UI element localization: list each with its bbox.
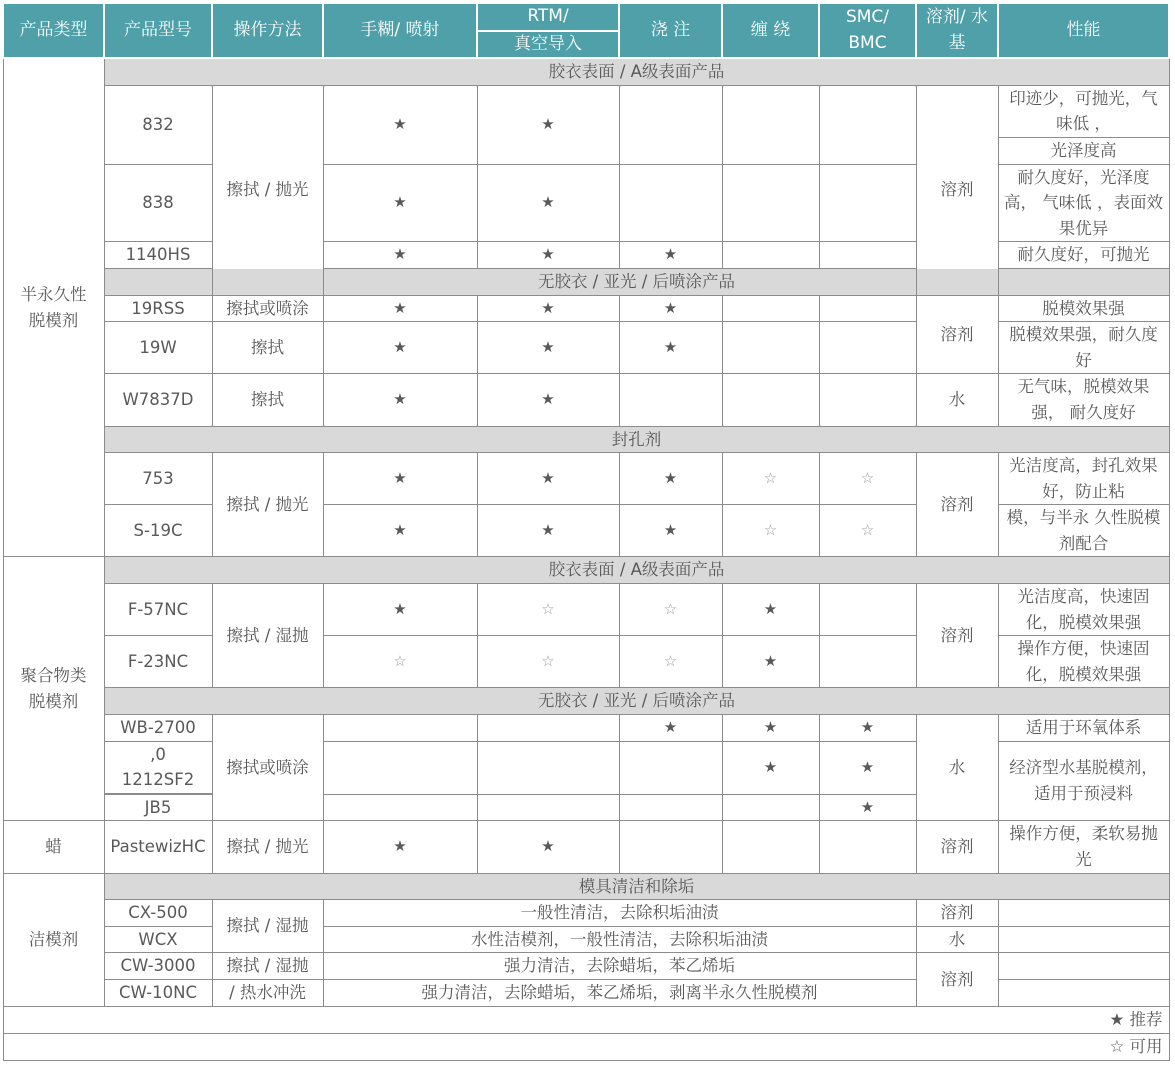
- release-agent-table: [2, 2, 1170, 1061]
- star-recommended: ★: [619, 242, 722, 269]
- empty-cell: [477, 741, 619, 794]
- method-cell: / 热水冲洗: [212, 979, 323, 1006]
- col-header-performance: 性能: [998, 3, 1169, 58]
- star-recommended: ★: [323, 821, 477, 873]
- table-row: [3, 557, 1169, 584]
- star-recommended: ★: [477, 821, 619, 873]
- empty-cell: [819, 322, 916, 374]
- col-header-rtm-top: RTM/: [477, 3, 619, 31]
- empty-cell: [619, 164, 722, 242]
- empty-cell: [819, 85, 916, 164]
- solvent-line-1: 溶剂/ 水: [925, 7, 989, 27]
- star-recommended: ★: [323, 322, 477, 374]
- solvent-cell: 溶剂: [916, 953, 998, 1006]
- cleaning-desc: 水性洁模剂，一般性清洁，去除积垢油渍: [323, 926, 916, 953]
- method-cell: 擦拭或喷涂: [212, 715, 323, 821]
- model-cell: F-57NC: [104, 584, 212, 636]
- empty-cell: [819, 821, 916, 873]
- empty-cell: [619, 741, 722, 794]
- star-recommended: ★: [477, 242, 619, 269]
- table-row: [3, 268, 1169, 295]
- empty-cell: [619, 85, 722, 164]
- col-header-winding: 缠 绕: [722, 3, 819, 58]
- model-line: ,0: [150, 744, 166, 764]
- empty-cell: [722, 821, 819, 873]
- solvent-cell: 溶剂: [916, 295, 998, 374]
- model-cell: F-23NC: [104, 636, 212, 688]
- star-recommended: ★: [722, 715, 819, 742]
- col-header-smc: [819, 3, 916, 58]
- method-cell: 擦拭 / 抛光: [212, 453, 323, 557]
- star-recommended: ★: [722, 741, 819, 794]
- col-header-hand-layup: 手糊/ 喷射: [323, 3, 477, 58]
- performance-cell: 操作方便，快速固化，脱模效果强: [998, 636, 1169, 688]
- empty-cell: [722, 164, 819, 242]
- empty-cell: [722, 85, 819, 164]
- empty-cell: [477, 715, 619, 742]
- star-recommended: ★: [323, 164, 477, 242]
- empty-cell: [819, 584, 916, 636]
- performance-cell: 印迹少，可抛光，气味低 ，: [998, 85, 1169, 137]
- empty-cell: [722, 374, 819, 426]
- model-cell: S-19C: [104, 505, 212, 557]
- col-header-type: 产品类型: [3, 3, 104, 58]
- solvent-cell: 溶剂: [916, 584, 998, 688]
- table-row: [3, 295, 1169, 322]
- section-header-sealer: 封孔剂: [104, 426, 1169, 453]
- table-row: [3, 374, 1169, 426]
- star-recommended: ★: [477, 453, 619, 505]
- table-row: [3, 58, 1169, 85]
- method-cell: 擦拭: [212, 322, 323, 374]
- performance-cell: 脱模效果强，耐久度好: [998, 322, 1169, 374]
- empty-cell: [819, 164, 916, 242]
- model-cell: [104, 741, 212, 793]
- performance-cell: 适用于环氧体系: [998, 715, 1169, 742]
- table-row: [3, 453, 1169, 479]
- cleaning-desc: 强力清洁，去除蜡垢，苯乙烯垢，剥离半永久性脱模剂: [323, 979, 916, 1006]
- empty-cell: [998, 953, 1169, 980]
- cleaning-desc: 强力清洁，去除蜡垢，苯乙烯垢: [323, 953, 916, 980]
- header-row-1: [3, 3, 1169, 31]
- solvent-cell: 溶剂: [916, 85, 998, 295]
- performance-cell: 模，与半永 久性脱模剂配合: [998, 505, 1169, 557]
- category-line: 脱模剂: [28, 310, 79, 330]
- empty-cell: [722, 322, 819, 374]
- cleaning-desc: 一般性清洁，去除积垢油渍: [323, 900, 916, 927]
- star-recommended: ★: [323, 584, 477, 636]
- empty-cell: [998, 926, 1169, 953]
- method-cell: 擦拭 / 抛光: [212, 821, 323, 873]
- smc-line-2: BMC: [848, 32, 887, 53]
- model-line: 1212SF2: [121, 770, 195, 790]
- performance-cell: 光洁度高，快速固化，脱模效果强: [998, 584, 1169, 636]
- col-header-model: 产品型号: [104, 3, 212, 58]
- method-cell: 擦拭 / 抛光: [212, 85, 323, 295]
- star-available: ☆: [819, 453, 916, 505]
- star-recommended: ★: [323, 453, 477, 505]
- star-recommended: ★: [323, 374, 477, 426]
- star-available: ☆: [477, 584, 619, 636]
- empty-cell: [998, 979, 1169, 1006]
- performance-cell: 耐久度好，光泽度高， 气味低 ，表面效果优异: [998, 164, 1169, 242]
- solvent-cell: 水: [916, 715, 998, 821]
- star-recommended: ★: [477, 505, 619, 557]
- table-row: [3, 426, 1169, 453]
- star-recommended: ★: [619, 505, 722, 557]
- model-cell: JB5: [104, 794, 212, 821]
- table-row: [3, 900, 1169, 927]
- table-row: [3, 688, 1169, 715]
- table-row: [3, 926, 1169, 953]
- performance-cell: 脱模效果强: [998, 295, 1169, 322]
- star-recommended: ★: [619, 322, 722, 374]
- model-cell: 1140HS: [104, 242, 212, 269]
- col-header-method: 操作方法: [212, 3, 323, 58]
- model-cell: 832: [104, 85, 212, 164]
- performance-cell: 耐久度好，可抛光: [998, 242, 1169, 269]
- legend-recommended: ★ 推荐: [3, 1006, 1169, 1033]
- performance-cell: 经济型水基脱模剂，适用于预浸料: [998, 741, 1169, 821]
- model-cell: CX-500: [104, 900, 212, 927]
- solvent-cell: 溶剂: [916, 821, 998, 873]
- col-header-rtm-bottom: 真空导入: [477, 31, 619, 59]
- col-header-pour: 浇 注: [619, 3, 722, 58]
- empty-cell: [477, 794, 619, 821]
- performance-cell: 无气味，脱模效果强， 耐久度好: [998, 374, 1169, 426]
- model-cell: W7837D: [104, 374, 212, 426]
- section-header-cleaning: 模具清洁和除垢: [104, 873, 1169, 900]
- star-available: ☆: [323, 636, 477, 688]
- star-recommended: ★: [819, 741, 916, 794]
- category-semi-permanent: [3, 58, 104, 557]
- empty-cell: [819, 374, 916, 426]
- performance-cell: 操作方便，柔软易抛光: [998, 821, 1169, 873]
- model-cell: 838: [104, 164, 212, 242]
- empty-cell: [819, 295, 916, 322]
- col-header-solvent: [916, 3, 998, 58]
- section-header-gelcoat: 胶衣表面 / A级表面产品: [104, 557, 1169, 584]
- empty-cell: [998, 900, 1169, 927]
- empty-cell: [323, 741, 477, 794]
- star-recommended: ★: [619, 715, 722, 742]
- method-cell: 擦拭 / 湿抛: [212, 900, 323, 953]
- section-header-no-gelcoat: 无胶衣 / 亚光 / 后喷涂产品: [104, 688, 1169, 715]
- performance-cell: 光泽度高: [998, 137, 1169, 164]
- table-row: [3, 584, 1169, 636]
- category-line: 半永久性: [20, 285, 87, 305]
- star-available: ☆: [722, 453, 819, 505]
- section-header-gelcoat: 胶衣表面 / A级表面产品: [104, 58, 1169, 85]
- star-recommended: ★: [323, 505, 477, 557]
- star-available: ☆: [619, 584, 722, 636]
- model-cell: PastewizHC: [104, 821, 212, 873]
- star-recommended: ★: [477, 164, 619, 242]
- star-recommended: ★: [477, 322, 619, 374]
- table-row: [3, 953, 1169, 980]
- performance-cell: 光洁度高，封孔效果好，防止粘: [998, 453, 1169, 505]
- empty-cell: [819, 242, 916, 269]
- star-available: ☆: [722, 505, 819, 557]
- star-available: ☆: [619, 636, 722, 688]
- star-recommended: ★: [323, 85, 477, 164]
- star-recommended: ★: [323, 295, 477, 322]
- star-recommended: ★: [722, 584, 819, 636]
- empty-cell: [819, 636, 916, 688]
- category-cleaner: 洁模剂: [3, 873, 104, 1006]
- category-line: 脱模剂: [28, 691, 79, 711]
- empty-cell: [323, 794, 477, 821]
- empty-cell: [619, 374, 722, 426]
- method-cell: 擦拭或喷涂: [212, 295, 323, 322]
- star-recommended: ★: [619, 295, 722, 322]
- star-recommended: ★: [819, 794, 916, 821]
- table-row: [3, 715, 1169, 742]
- section-header-no-gelcoat: 无胶衣 / 亚光 / 后喷涂产品: [104, 268, 1169, 295]
- table-row: [3, 821, 1169, 873]
- empty-cell: [722, 242, 819, 269]
- table-row: [3, 85, 1169, 137]
- star-recommended: ★: [722, 636, 819, 688]
- empty-cell: [619, 821, 722, 873]
- star-recommended: ★: [477, 374, 619, 426]
- star-recommended: ★: [477, 295, 619, 322]
- table-row: [3, 873, 1169, 900]
- model-cell: WCX: [104, 926, 212, 953]
- empty-cell: [619, 794, 722, 821]
- star-recommended: ★: [323, 242, 477, 269]
- method-cell: 擦拭 / 湿抛: [212, 584, 323, 688]
- model-cell: WB-2700: [104, 715, 212, 742]
- legend-available: ☆ 可用: [3, 1033, 1169, 1060]
- empty-cell: [722, 794, 819, 821]
- category-polymer: [3, 557, 104, 821]
- smc-line-1: SMC/: [845, 7, 890, 27]
- star-available: ☆: [819, 505, 916, 557]
- solvent-cell: 溶剂: [916, 900, 998, 927]
- model-cell: CW-10NC: [104, 979, 212, 1006]
- category-line: 聚合物类: [20, 666, 87, 686]
- method-cell: 擦拭: [212, 374, 323, 426]
- model-cell: 19W: [104, 322, 212, 374]
- method-cell: 擦拭 / 湿抛: [212, 953, 323, 980]
- empty-cell: [323, 715, 477, 742]
- legend-row: [3, 1033, 1169, 1060]
- solvent-cell: 水: [916, 374, 998, 426]
- star-recommended: ★: [819, 715, 916, 742]
- solvent-line-2: 基: [948, 32, 966, 53]
- star-recommended: ★: [477, 85, 619, 164]
- solvent-cell: 溶剂: [916, 453, 998, 557]
- model-cell: 753: [104, 453, 212, 505]
- category-wax: 蜡: [3, 821, 104, 873]
- legend-row: [3, 1006, 1169, 1033]
- star-available: ☆: [477, 636, 619, 688]
- model-cell: CW-3000: [104, 953, 212, 980]
- empty-cell: [722, 295, 819, 322]
- star-recommended: ★: [619, 453, 722, 505]
- solvent-cell: 水: [916, 926, 998, 953]
- model-cell: 19RSS: [104, 295, 212, 322]
